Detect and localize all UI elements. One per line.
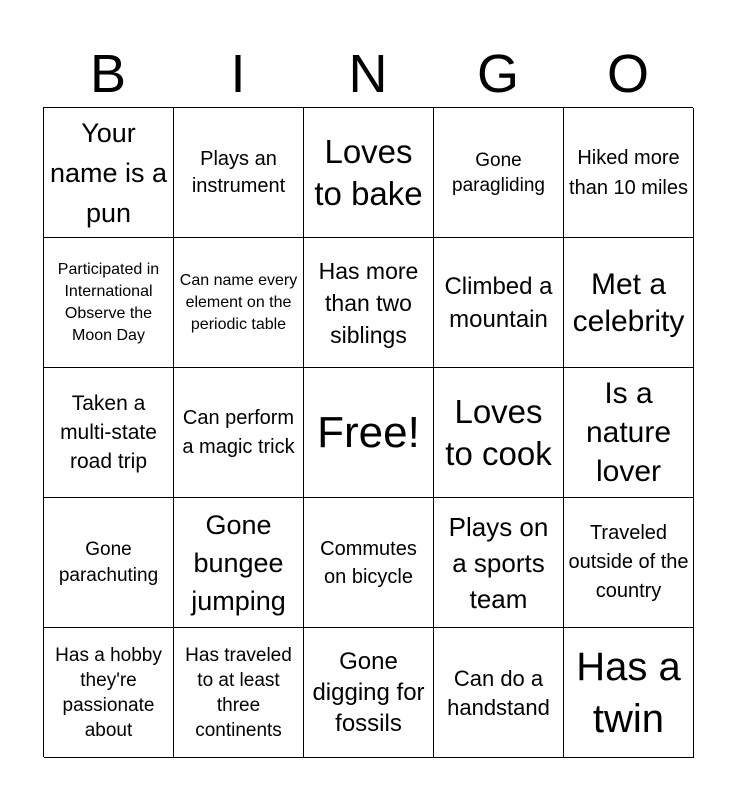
bingo-square[interactable] <box>174 238 304 368</box>
bingo-square[interactable] <box>174 108 304 238</box>
bingo-header <box>43 42 693 106</box>
square-label: Gone parachuting <box>58 538 159 586</box>
square-label: Plays an instrument <box>191 147 286 197</box>
square-label: Can perform a magic trick <box>182 406 295 458</box>
square-label: Your name is a pun <box>49 117 168 228</box>
free-square-label: Free! <box>317 407 420 457</box>
bingo-square[interactable] <box>434 628 564 758</box>
square-label: Met a celebrity <box>572 267 685 338</box>
square-label: Climbed a mountain <box>444 272 553 333</box>
square-label: Loves to bake <box>314 132 423 212</box>
bingo-square[interactable] <box>44 628 174 758</box>
square-label: Commutes on bicycle <box>320 537 417 588</box>
bingo-square[interactable] <box>44 368 174 498</box>
header-letter-n: N <box>348 44 388 104</box>
square-label: Traveled outside of the country <box>568 522 689 602</box>
square-label: Has a twin <box>576 644 681 741</box>
header-letter-b: B <box>89 44 127 104</box>
header-letter-g: G <box>476 44 519 104</box>
square-label: Has more than two siblings <box>318 257 419 348</box>
square-label: Has a hobby they're passionate about <box>55 644 162 741</box>
square-label: Is a nature lover <box>585 377 672 488</box>
square-label: Gone digging for fossils <box>312 648 425 737</box>
bingo-square[interactable] <box>44 238 174 368</box>
bingo-square[interactable] <box>304 368 434 498</box>
bingo-square[interactable] <box>434 498 564 628</box>
bingo-square[interactable] <box>44 498 174 628</box>
square-label: Can do a handstand <box>447 665 550 720</box>
square-label: Participated in International Observe the Moon Day <box>57 260 160 344</box>
bingo-square[interactable] <box>434 108 564 238</box>
bingo-square[interactable] <box>304 108 434 238</box>
bingo-square[interactable] <box>304 628 434 758</box>
bingo-square[interactable] <box>564 498 694 628</box>
square-label: Gone bungee jumping <box>191 509 286 616</box>
header-letter-i: I <box>230 44 246 104</box>
bingo-square[interactable] <box>174 498 304 628</box>
square-label: Hiked more than 10 miles <box>569 146 688 199</box>
bingo-square[interactable] <box>564 108 694 238</box>
square-label: Has traveled to at least three continents <box>185 644 292 741</box>
bingo-square[interactable] <box>434 238 564 368</box>
square-label: Taken a multi-state road trip <box>60 392 157 473</box>
square-label: Plays on a sports team <box>448 511 549 614</box>
bingo-square[interactable] <box>174 368 304 498</box>
bingo-square[interactable] <box>564 628 694 758</box>
bingo-square[interactable] <box>174 628 304 758</box>
square-label: Loves to cook <box>445 392 552 472</box>
bingo-square[interactable] <box>434 368 564 498</box>
bingo-square[interactable] <box>304 238 434 368</box>
header-letter-o: O <box>606 44 649 104</box>
bingo-square[interactable] <box>564 368 694 498</box>
bingo-square[interactable] <box>564 238 694 368</box>
bingo-square[interactable] <box>44 108 174 238</box>
bingo-card <box>43 107 693 757</box>
square-label: Can name every element on the periodic table <box>179 271 298 333</box>
bingo-square[interactable] <box>304 498 434 628</box>
square-label: Gone paragliding <box>452 149 545 196</box>
